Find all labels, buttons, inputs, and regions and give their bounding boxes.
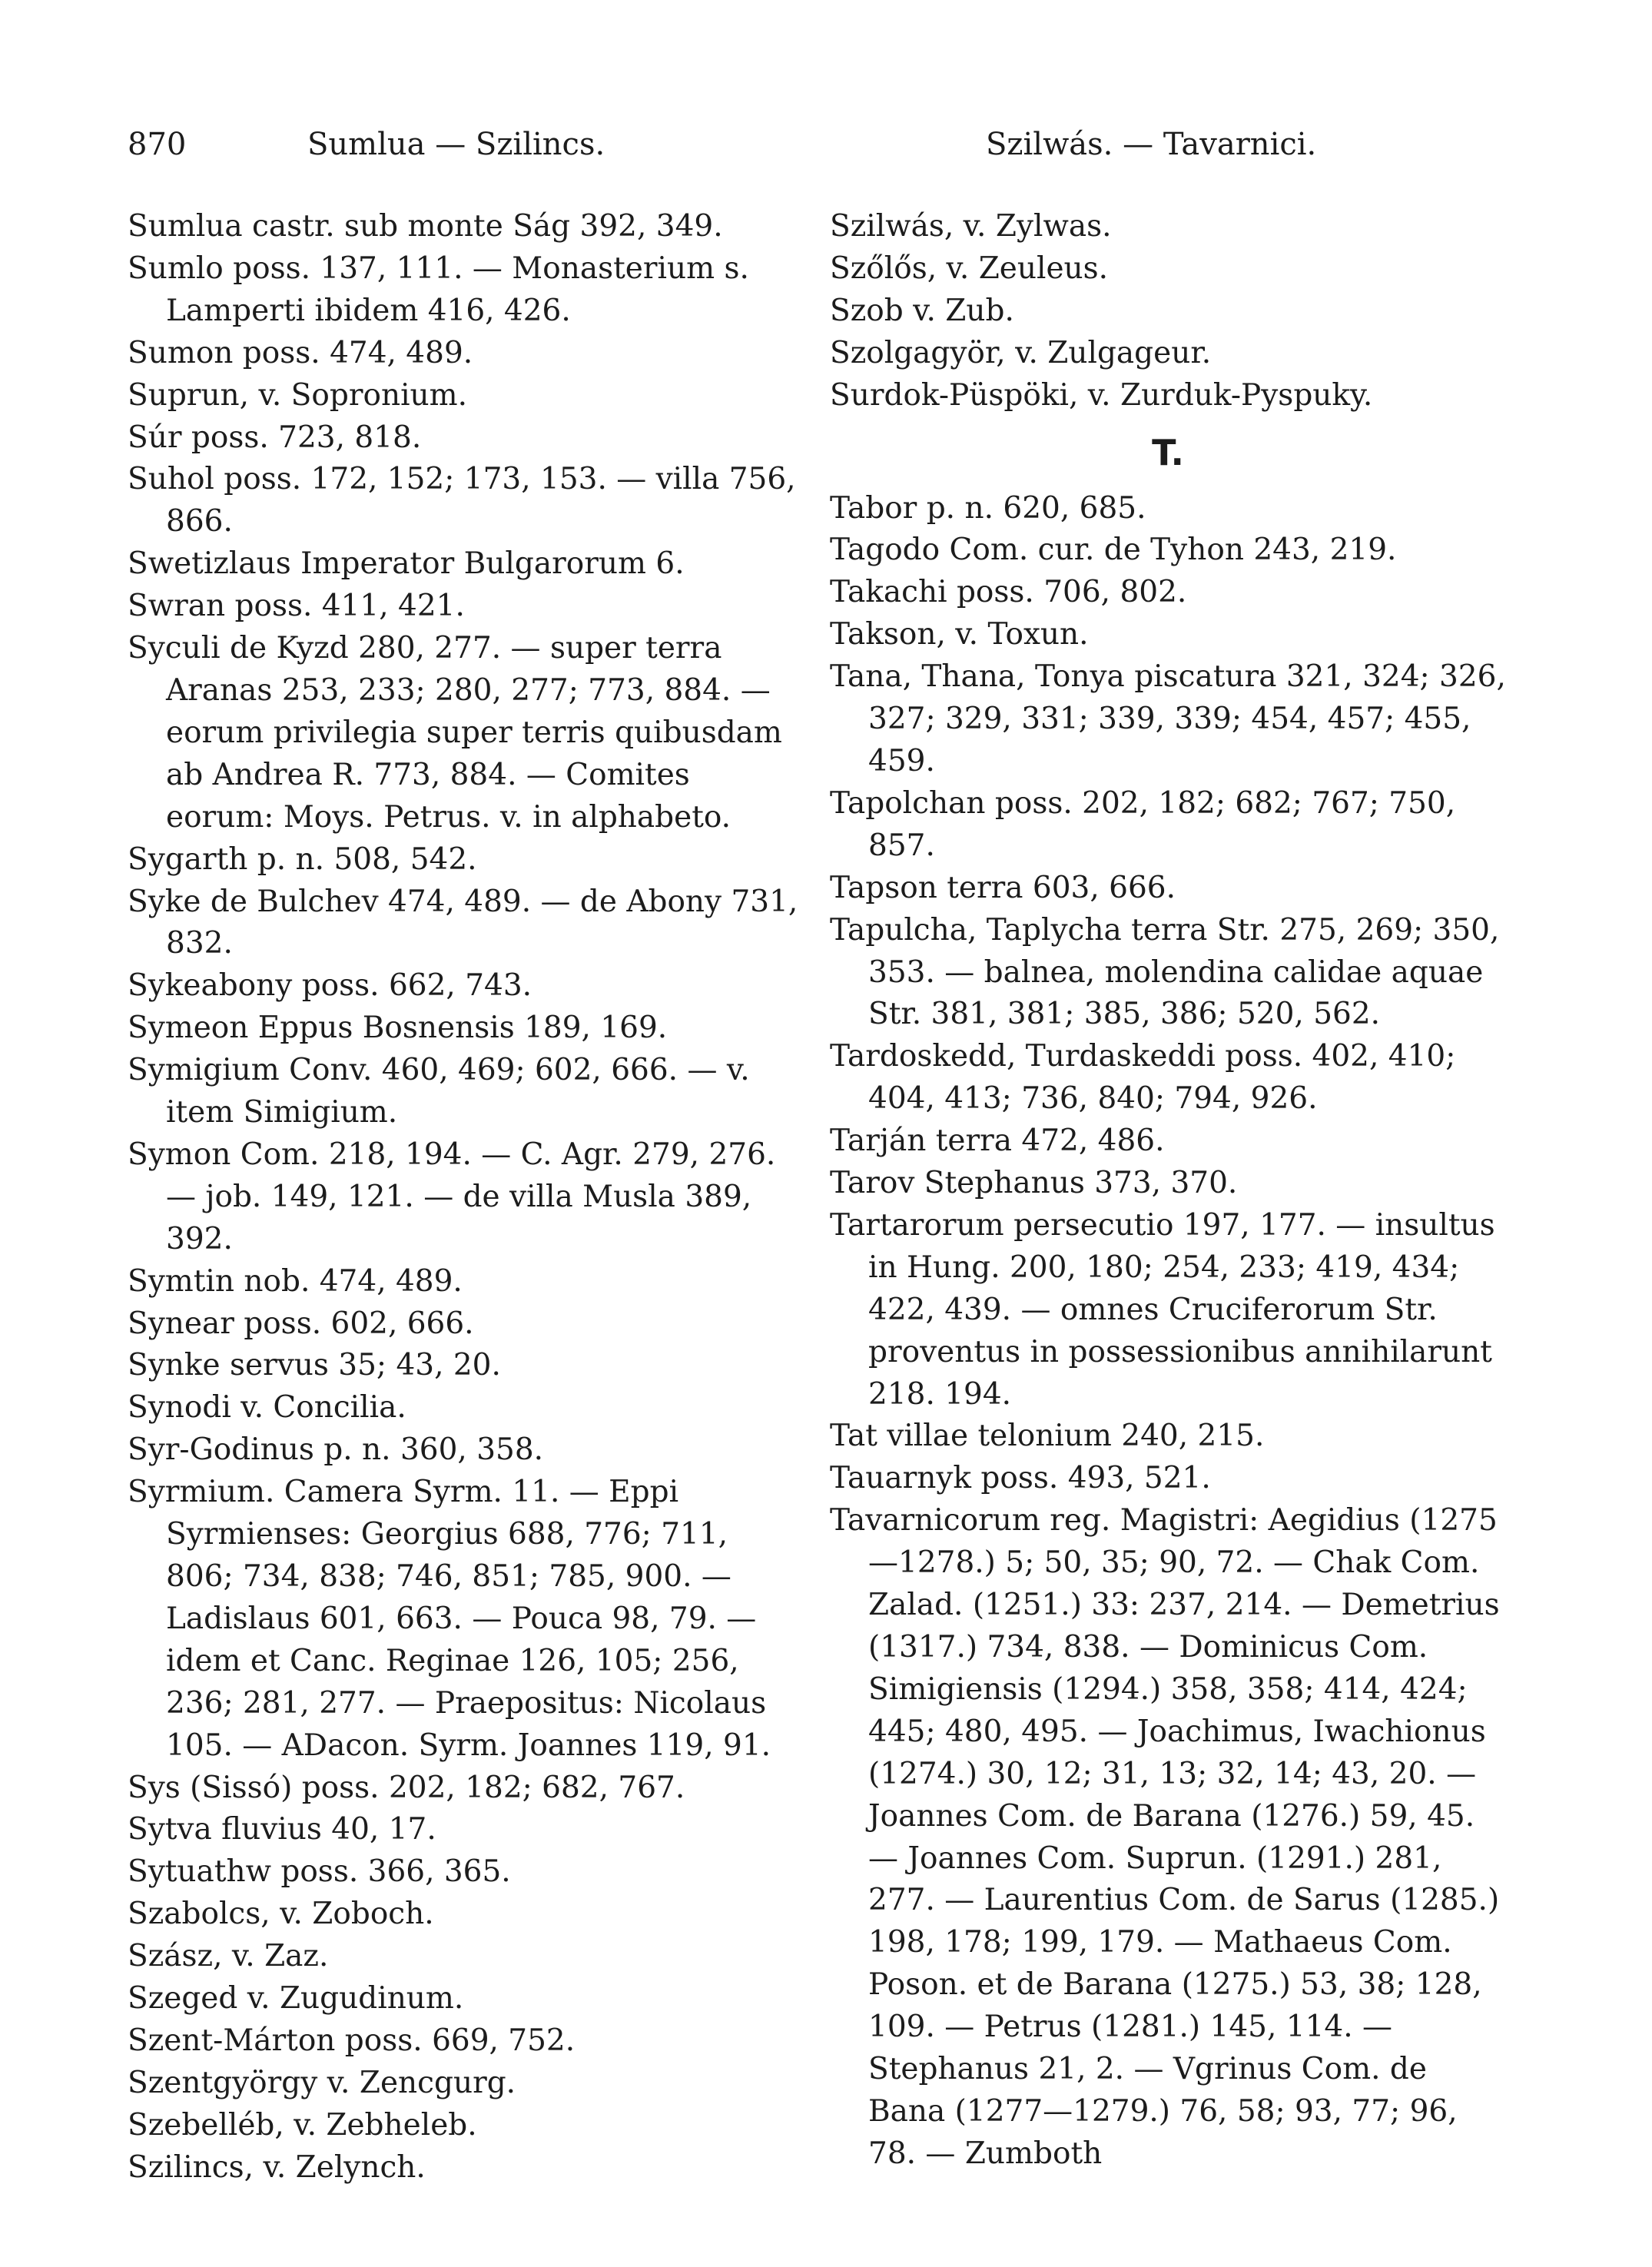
- index-entry: Symeon Eppus Bosnensis 189, 169.: [128, 1011, 668, 1046]
- index-entry: Surdok-Püspöki, v. Zurduk-Pyspuky.: [830, 377, 1373, 413]
- page-header: [0, 127, 1652, 173]
- index-entry: Suhol poss. 172, 152; 173, 153. — villa 756, 866.: [128, 462, 796, 539]
- index-entry: Szebelléb, v. Zebheleb.: [128, 2107, 477, 2143]
- index-entry: Szilwás, v. Zylwas.: [830, 209, 1112, 244]
- index-entry: Tarov Stephanus 373, 370.: [830, 1166, 1238, 1201]
- index-entry: Synear poss. 602, 666.: [128, 1306, 474, 1341]
- index-entry: Szentgyörgy v. Zencgurg.: [128, 2065, 516, 2100]
- index-entry: Synodi v. Concilia.: [128, 1390, 406, 1426]
- index-entry: Sys (Sissó) poss. 202, 182; 682, 767.: [128, 1770, 685, 1805]
- index-entry: Tana, Thana, Tonya piscatura 321, 324; 326, 327; 329, 331; 339, 339; 454, 457; 455, 459.: [830, 659, 1506, 778]
- index-entry: Tauarnyk poss. 493, 521.: [830, 1461, 1211, 1496]
- index-entry: Sygarth p. n. 508, 542.: [128, 841, 477, 877]
- index-entry: Szolgagyör, v. Zulgageur.: [830, 335, 1212, 370]
- index-entry: Tarján terra 472, 486.: [830, 1124, 1165, 1159]
- index-entry: Szilincs, v. Zelynch.: [128, 2149, 426, 2185]
- right-index-column: [830, 206, 1506, 2176]
- index-entry: Syke de Bulchev 474, 489. — de Abony 731, 832.: [128, 884, 798, 961]
- index-entry: Suprun, v. Sopronium.: [128, 377, 468, 413]
- index-entry: Tagodo Com. cur. de Tyhon 243, 219.: [830, 533, 1397, 568]
- index-entry: Szob v. Zub.: [830, 293, 1014, 328]
- index-entry: Tat villae telonium 240, 215.: [830, 1419, 1265, 1454]
- index-entry: Szabolcs, v. Zoboch.: [128, 1897, 434, 1932]
- index-entry: Symon Com. 218, 194. — C. Agr. 279, 276. — job. 149, 121. — de villa Musla 389, 392.: [128, 1137, 776, 1256]
- index-entry: Symtin nob. 474, 489.: [128, 1263, 463, 1299]
- index-entry: Takson, v. Toxun.: [830, 617, 1089, 652]
- index-entry: Sumlo poss. 137, 111. — Monasterium s. Lamperti ibidem 416, 426.: [128, 251, 749, 328]
- index-entry: Súr poss. 723, 818.: [128, 420, 422, 455]
- index-entry: Tapulcha, Taplycha terra Str. 275, 269; 350, 353. — balnea, molendina calidae aquae Str. 381, 381; 385, 386; 520, 562.: [830, 912, 1500, 1032]
- right-running-head: Szilwás. — Tavarnici.: [986, 127, 1317, 162]
- index-entry: Sumlua castr. sub monte Ság 392, 349.: [128, 209, 723, 244]
- index-entry: Swran poss. 411, 421.: [128, 589, 465, 624]
- index-entry: Tapson terra 603, 666.: [830, 870, 1176, 905]
- page-number: 870: [128, 127, 187, 162]
- index-entry: Szeged v. Zugudinum.: [128, 1981, 464, 2016]
- index-entry: Syculi de Kyzd 280, 277. — super terra Aranas 253, 233; 280, 277; 773, 884. — eorum privilegia super terris quibusdam ab Andrea R. 773, 884. — Comites eorum: Moys. Petrus. v. in alphabeto.: [128, 631, 782, 835]
- index-entry: Syrmium. Camera Syrm. 11. — Eppi Syrmienses: Georgius 688, 776; 711, 806; 734, 838; 746, 851; 785, 900. — Ladislaus 601, 663. — Pouca 98, 79. — idem et Canc. Reginae 126, 105; 256, 236; 281, 277. — Praepositus: Nicolaus 105. — ADacon. Syrm. Joannes 119, 91.: [128, 1475, 771, 1763]
- index-entry: Sytva fluvius 40, 17.: [128, 1812, 436, 1847]
- index-entry: Tardoskedd, Turdaskeddi poss. 402, 410; 404, 413; 736, 840; 794, 926.: [830, 1039, 1456, 1117]
- index-entry: Synke servus 35; 43, 20.: [128, 1348, 501, 1383]
- section-letter-heading: T.: [1152, 431, 1184, 473]
- index-entry: Tabor p. n. 620, 685.: [830, 490, 1146, 526]
- index-entry: Sykeabony poss. 662, 743.: [128, 968, 532, 1004]
- index-entry: Sytuathw poss. 366, 365.: [128, 1854, 511, 1890]
- index-entry: Szent-Márton poss. 669, 752.: [128, 2023, 576, 2058]
- index-entry: Symigium Conv. 460, 469; 602, 666. — v. item Simigium.: [128, 1053, 750, 1130]
- index-entry: Tavarnicorum reg. Magistri: Aegidius (1275—1278.) 5; 50, 35; 90, 72. — Chak Com. Zalad. (1251.) 33: 237, 214. — Demetrius (1317.) 734, 838. — Dominicus Com. Simigiensis (1294.) 358, 358; 414, 424; 445; 480, 495. — Joachimus, Iwachionus (1274.) 30, 12; 31, 13; 32, 14; 43, 20. — Joannes Com. de Barana (1276.) 59, 45. — Joannes Com. Suprun. (1291.) 281, 277. — Laurentius Com. de Sarus (1285.) 198, 178; 199, 179. — Mathaeus Com. Poson. et de Barana (1275.) 53, 38; 128, 109. — Petrus (1281.) 145, 114. — Stephanus 21, 2. — Vgrinus Com. de Bana (1277—1279.) 76, 58; 93, 77; 96, 78. — Zumboth: [830, 1503, 1500, 2171]
- index-entry: Swetizlaus Imperator Bulgarorum 6.: [128, 546, 685, 582]
- index-entry: Syr-Godinus p. n. 360, 358.: [128, 1432, 544, 1468]
- index-entry: Takachi poss. 706, 802.: [830, 575, 1187, 610]
- index-entry: Sumon poss. 474, 489.: [128, 335, 473, 370]
- left-index-column: [128, 206, 804, 2189]
- index-entry: Szász, v. Zaz.: [128, 1939, 329, 1974]
- left-running-head: Sumlua — Szilincs.: [307, 127, 605, 162]
- index-entry: Tartarorum persecutio 197, 177. — insultus in Hung. 200, 180; 254, 233; 419, 434; 422, 439. — omnes Cruciferorum Str. proventus in possessionibus annihilarunt 218. 194.: [830, 1207, 1495, 1412]
- index-entry: Tapolchan poss. 202, 182; 682; 767; 750, 857.: [830, 785, 1456, 863]
- index-entry: Szőlős, v. Zeuleus.: [830, 251, 1109, 286]
